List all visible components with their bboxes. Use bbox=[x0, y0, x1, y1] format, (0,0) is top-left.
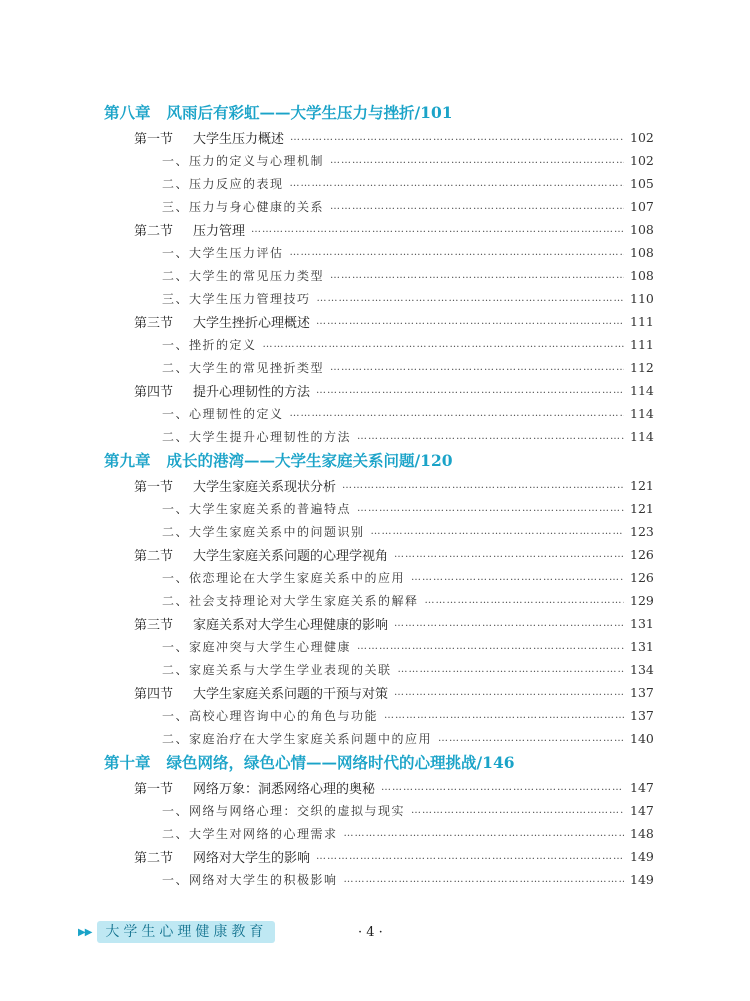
subsection-title: 二、压力反应的表现 bbox=[162, 177, 284, 191]
subsection-title: 一、网络对大学生的积极影响 bbox=[162, 873, 338, 887]
section-title: 压力管理 bbox=[193, 224, 246, 239]
chapter-number: 第八章 bbox=[104, 103, 151, 122]
page-ref: 140 bbox=[630, 731, 654, 746]
section-entry bbox=[104, 845, 652, 868]
page-footer bbox=[78, 919, 383, 945]
subsection-entry bbox=[104, 822, 652, 845]
subsection-entry bbox=[104, 727, 652, 750]
subsection-entry bbox=[104, 195, 652, 218]
section-title: 大学生家庭关系问题的干预与对策 bbox=[193, 687, 389, 702]
page-ref: 107 bbox=[630, 199, 654, 214]
page-ref: 121 bbox=[630, 501, 654, 516]
section-title: 网络万象：洞悉网络心理的奥秘 bbox=[193, 782, 376, 797]
dot-leader bbox=[357, 497, 624, 520]
subsection-entry bbox=[104, 149, 652, 172]
subsection-title: 一、大学生家庭关系的普遍特点 bbox=[162, 502, 352, 516]
subsection-entry bbox=[104, 497, 652, 520]
subsection-title: 二、大学生的常见挫折类型 bbox=[162, 361, 325, 375]
page-ref: 126 bbox=[630, 570, 654, 585]
section-number: 第二节 bbox=[134, 224, 174, 239]
subsection-title: 一、挫折的定义 bbox=[162, 338, 257, 352]
series-title: 大学生心理健康教育 bbox=[97, 921, 275, 943]
section-title: 网络对大学生的影响 bbox=[193, 851, 311, 866]
chapter-title: 成长的港湾——大学生家庭关系问题/120 bbox=[166, 451, 453, 470]
page-ref: 102 bbox=[630, 153, 654, 168]
section-entry bbox=[104, 681, 652, 704]
section-entry bbox=[104, 543, 652, 566]
subsection-title: 一、心理韧性的定义 bbox=[162, 407, 284, 421]
subsection-entry bbox=[104, 287, 652, 310]
page-ref: 147 bbox=[630, 780, 654, 795]
subsection-title: 三、大学生压力管理技巧 bbox=[162, 292, 311, 306]
dot-leader bbox=[394, 543, 624, 566]
page-ref: 126 bbox=[630, 547, 654, 562]
page-number: · 4 · bbox=[358, 924, 383, 940]
page-ref: 108 bbox=[630, 222, 654, 237]
section-number: 第三节 bbox=[134, 316, 174, 331]
page-ref: 114 bbox=[630, 429, 654, 444]
section-entry bbox=[104, 126, 652, 149]
subsection-entry bbox=[104, 799, 652, 822]
subsection-entry bbox=[104, 241, 652, 264]
chapter-number: 第十章 bbox=[104, 753, 151, 772]
dot-leader bbox=[357, 635, 624, 658]
page-ref: 105 bbox=[630, 176, 654, 191]
dot-leader bbox=[290, 126, 624, 149]
dot-leader bbox=[394, 612, 624, 635]
subsection-entry bbox=[104, 704, 652, 727]
chapter-heading bbox=[104, 448, 652, 474]
subsection-entry bbox=[104, 333, 652, 356]
subsection-title: 一、大学生压力评估 bbox=[162, 246, 284, 260]
subsection-title: 一、家庭冲突与大学生心理健康 bbox=[162, 640, 352, 654]
dot-leader bbox=[263, 333, 624, 356]
dot-leader bbox=[342, 474, 624, 497]
dot-leader bbox=[251, 218, 624, 241]
page-ref: 137 bbox=[630, 685, 654, 700]
subsection-title: 二、社会支持理论对大学生家庭关系的解释 bbox=[162, 594, 419, 608]
subsection-entry bbox=[104, 264, 652, 287]
page-ref: 129 bbox=[630, 593, 654, 608]
page-ref: 148 bbox=[630, 826, 654, 841]
section-entry bbox=[104, 218, 652, 241]
page-ref: 137 bbox=[630, 708, 654, 723]
chapter-heading bbox=[104, 100, 652, 126]
chapter-title: 绿色网络，绿色心情——网络时代的心理挑战/146 bbox=[166, 753, 515, 772]
subsection-entry bbox=[104, 658, 652, 681]
subsection-title: 一、网络与网络心理：交织的虚拟与现实 bbox=[162, 804, 406, 818]
section-title: 提升心理韧性的方法 bbox=[193, 385, 311, 400]
subsection-entry bbox=[104, 868, 652, 891]
page-ref: 108 bbox=[630, 268, 654, 283]
section-number: 第二节 bbox=[134, 549, 174, 564]
section-number: 第一节 bbox=[134, 480, 174, 495]
dot-leader bbox=[371, 520, 624, 543]
section-number: 第三节 bbox=[134, 618, 174, 633]
dot-leader bbox=[330, 195, 624, 218]
subsection-entry bbox=[104, 356, 652, 379]
subsection-title: 三、压力与身心健康的关系 bbox=[162, 200, 325, 214]
page-ref: 134 bbox=[630, 662, 654, 677]
dot-leader bbox=[290, 172, 624, 195]
dot-leader bbox=[344, 868, 624, 891]
section-title: 大学生家庭关系问题的心理学视角 bbox=[193, 549, 389, 564]
subsection-title: 一、依恋理论在大学生家庭关系中的应用 bbox=[162, 571, 406, 585]
section-entry bbox=[104, 379, 652, 402]
subsection-title: 一、高校心理咨询中心的角色与功能 bbox=[162, 709, 379, 723]
dot-leader bbox=[330, 264, 624, 287]
page-ref: 108 bbox=[630, 245, 654, 260]
subsection-entry bbox=[104, 172, 652, 195]
section-entry bbox=[104, 612, 652, 635]
double-arrow-icon: ▶▶ bbox=[78, 926, 92, 938]
dot-leader bbox=[316, 379, 624, 402]
section-entry bbox=[104, 776, 652, 799]
subsection-title: 二、家庭关系与大学生学业表现的关联 bbox=[162, 663, 392, 677]
dot-leader bbox=[316, 845, 624, 868]
section-number: 第四节 bbox=[134, 385, 174, 400]
subsection-title: 二、大学生对网络的心理需求 bbox=[162, 827, 338, 841]
page-ref: 123 bbox=[630, 524, 654, 539]
subsection-entry bbox=[104, 635, 652, 658]
section-title: 大学生家庭关系现状分析 bbox=[193, 480, 337, 495]
page-ref: 112 bbox=[630, 360, 654, 375]
page-ref: 147 bbox=[630, 803, 654, 818]
section-entry bbox=[104, 310, 652, 333]
subsection-entry bbox=[104, 566, 652, 589]
dot-leader bbox=[357, 425, 624, 448]
chapter-number: 第九章 bbox=[104, 451, 151, 470]
dot-leader bbox=[394, 681, 624, 704]
subsection-title: 二、大学生提升心理韧性的方法 bbox=[162, 430, 352, 444]
table-of-contents bbox=[104, 100, 652, 891]
section-title: 大学生挫折心理概述 bbox=[193, 316, 311, 331]
section-number: 第一节 bbox=[134, 132, 174, 147]
page-ref: 131 bbox=[630, 616, 654, 631]
section-title: 家庭关系对大学生心理健康的影响 bbox=[193, 618, 389, 633]
chapter-title: 风雨后有彩虹——大学生压力与挫折/101 bbox=[166, 103, 453, 122]
section-number: 第四节 bbox=[134, 687, 174, 702]
subsection-entry bbox=[104, 425, 652, 448]
subsection-title: 一、压力的定义与心理机制 bbox=[162, 154, 325, 168]
page-ref: 111 bbox=[630, 314, 654, 329]
dot-leader bbox=[290, 402, 624, 425]
section-title: 大学生压力概述 bbox=[193, 132, 285, 147]
page-ref: 114 bbox=[630, 383, 654, 398]
dot-leader bbox=[398, 658, 624, 681]
page-ref: 114 bbox=[630, 406, 654, 421]
dot-leader bbox=[344, 822, 624, 845]
dot-leader bbox=[438, 727, 624, 750]
page-ref: 111 bbox=[630, 337, 654, 352]
page-ref: 149 bbox=[630, 849, 654, 864]
dot-leader bbox=[425, 589, 624, 612]
dot-leader bbox=[317, 287, 624, 310]
page-ref: 102 bbox=[630, 130, 654, 145]
dot-leader bbox=[290, 241, 624, 264]
section-number: 第一节 bbox=[134, 782, 174, 797]
section-number: 第二节 bbox=[134, 851, 174, 866]
dot-leader bbox=[411, 799, 624, 822]
subsection-title: 二、大学生家庭关系中的问题识别 bbox=[162, 525, 365, 539]
dot-leader bbox=[384, 704, 624, 727]
subsection-entry bbox=[104, 589, 652, 612]
page-ref: 110 bbox=[630, 291, 654, 306]
subsection-title: 二、家庭治疗在大学生家庭关系问题中的应用 bbox=[162, 732, 433, 746]
subsection-entry bbox=[104, 520, 652, 543]
page-ref: 149 bbox=[630, 872, 654, 887]
dot-leader bbox=[411, 566, 624, 589]
dot-leader bbox=[330, 149, 624, 172]
subsection-title: 二、大学生的常见压力类型 bbox=[162, 269, 325, 283]
page-ref: 131 bbox=[630, 639, 654, 654]
page-ref: 121 bbox=[630, 478, 654, 493]
section-entry bbox=[104, 474, 652, 497]
chapter-heading bbox=[104, 750, 652, 776]
dot-leader bbox=[381, 776, 624, 799]
subsection-entry bbox=[104, 402, 652, 425]
dot-leader bbox=[316, 310, 624, 333]
dot-leader bbox=[330, 356, 624, 379]
